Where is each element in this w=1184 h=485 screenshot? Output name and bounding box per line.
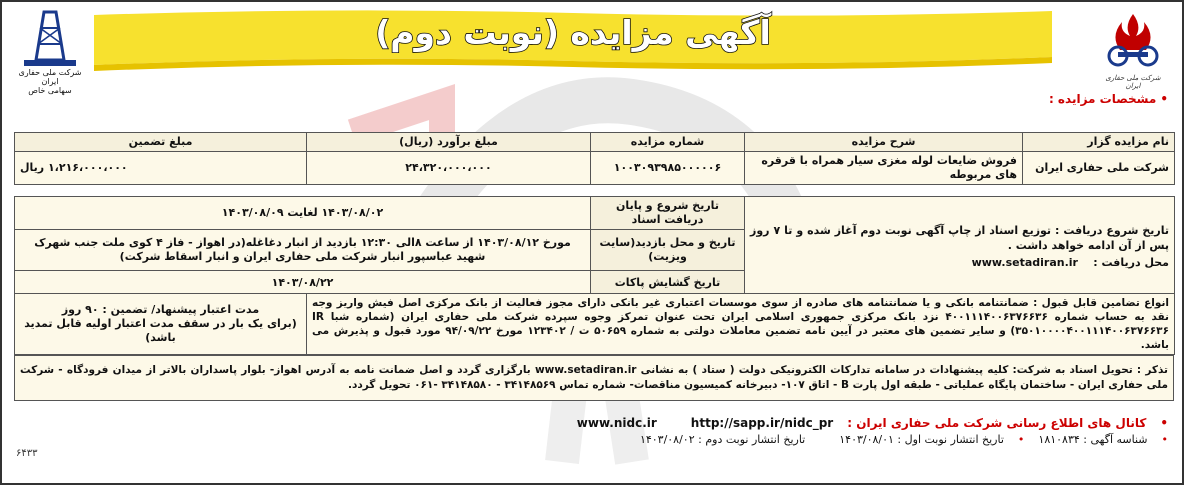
schedule-row <box>15 197 1175 230</box>
schedule-label: تاریخ گشایش پاکات <box>591 271 745 296</box>
receive-text: تاریخ شروع دریافت : توزیع اسناد از چاپ آگهی نوبت دوم آغاز شده و تا ۷ روز پس از آن ادامه خواهد داشت . <box>750 223 1169 252</box>
table-cell: ۱۰۰۳۰۹۳۹۸۵۰۰۰۰۰۶ <box>591 152 745 185</box>
left-logo-caption-1: شرکت ملی حفاری ایران <box>18 68 82 86</box>
schedule-value: مورخ ۱۴۰۳/۰۸/۱۲ از ساعت ۸الی ۱۲:۳۰ بازدید از انبار دغاغله(در اهواز - فاز ۴ کوی ملت جنب شهرک شهید عباسپور انبار شرکت ملی حفاری ایران و انبار اسقاط شرکت) <box>15 230 591 271</box>
schedule-value: ۱۴۰۳/۰۸/۰۲ لغایت ۱۴۰۳/۰۸/۰۹ <box>15 197 591 230</box>
header-cell: شماره مزایده <box>591 133 745 152</box>
channels-label: کانال های اطلاع رسانی شرکت ملی حفاری ایران : <box>847 416 1147 430</box>
schedule-value: ۱۴۰۳/۰۸/۲۲ <box>15 271 591 296</box>
header-cell: مبلغ تضمین <box>15 133 307 152</box>
guarantee-table <box>14 293 1175 355</box>
footer <box>528 416 1168 446</box>
guarantee-row <box>15 294 1175 355</box>
channels-line <box>528 416 1168 430</box>
bullet-icon: • <box>1160 92 1168 106</box>
ad-code: ۶۴۳۳ <box>16 448 38 459</box>
schedule-label: تاریخ شروع و پایان دریافت اسناد <box>591 197 745 230</box>
bullet-icon: • <box>1160 416 1168 430</box>
left-logo-caption-2: سهامی خاص <box>28 86 72 95</box>
receive-place <box>750 255 1169 270</box>
publish-date-1: تاریخ انتشار نوبت اول : ۱۴۰۳/۰۸/۰۱ <box>839 433 1004 446</box>
table-row <box>15 152 1175 185</box>
note-text: تذکر : تحویل اسناد به شرکت: کلیه پیشنهادات در سامانه تدارکات الکترونیکی دولت ( ستاد ) به نشانی www.setadiran.ir بارگزاری گردد و اصل ضمانت نامه به آدرس اهواز- بلوار پاسداران بالاتر از میدان فرودگاه - شرکت ملی حفاری ایران - ساختمان پایگاه عملیاتی - طبقه اول پارت B - اتاق ۱۰۷- دبیرخانه کمیسیون مناقصات- شماره تماس ۳۴۱۴۸۵۶۹ - ۳۴۱۴۸۵۸۰ -۰۶۱ تحویل گردد. <box>15 356 1174 401</box>
right-logo-caption: شرکت ملی حفاری ایران <box>1105 74 1161 90</box>
bullet-icon: • <box>1161 433 1168 446</box>
publish-line <box>528 433 1168 446</box>
channel-link[interactable]: http://sapp.ir/nidc_pr <box>690 416 834 430</box>
table-cell: فروش ضایعات لوله مغزی سیار همراه با قرقره های مربوطه <box>745 152 1023 185</box>
header-cell: مبلغ برآورد (ریال) <box>307 133 591 152</box>
schedule-table <box>14 196 1175 296</box>
header-cell: نام مزایده گزار <box>1023 133 1175 152</box>
receive-info <box>745 197 1175 296</box>
table-cell: ۱،۲۱۶،۰۰۰،۰۰۰ ریال <box>15 152 307 185</box>
receive-place-label: محل دریافت : <box>1093 255 1169 269</box>
nidc-derrick-logo <box>10 8 90 95</box>
page-title: آگهی مزایده (نوبت دوم) <box>375 12 771 52</box>
table-header-row <box>15 133 1175 152</box>
bullet-icon: • <box>1017 433 1025 446</box>
note-table <box>14 355 1174 401</box>
ad-id: شناسه آگهی : ۱۸۱۰۸۳۴ <box>1038 433 1148 446</box>
channel-link[interactable]: www.nidc.ir <box>576 416 657 430</box>
nioc-logo <box>1098 10 1168 90</box>
schedule-label: تاریخ و محل بازدید(سایت ویزیت) <box>591 230 745 271</box>
validity-line-2: (برای یک بار در سقف مدت اعتبار اولیه قابل تمدید باشد) <box>24 317 297 344</box>
specs-heading <box>1049 92 1168 106</box>
nioc-flame-icon <box>1098 10 1168 70</box>
publish-date-2: تاریخ انتشار نوبت دوم : ۱۴۰۳/۰۸/۰۲ <box>639 433 806 446</box>
note-row <box>15 356 1174 401</box>
header-cell: شرح مزایده <box>745 133 1023 152</box>
validity-cell <box>15 294 307 355</box>
auction-table <box>14 132 1175 185</box>
validity-line-1: مدت اعتبار پیشنهاد/ تضمین : ۹۰ روز <box>61 303 260 316</box>
guarantee-text: انواع تضامین قابل قبول : ضمانتنامه بانکی و یا ضمانتنامه های صادره از سوی موسسات اعتباری غیر بانکی دارای مجوز فعالیت از بانک مرکزی اصل فیش واریز وجه نقد به حساب شماره ۴۰۰۱۱۱۴۰۰۶۳۷۶۶۳۶ نزد بانک مرکزی جمهوری اسلامی ایران تحت عنوان تمرکز وجوه سپرده شرکت ملی حفاری ایران (شماره شبا IR ۳۵۰۱۰۰۰۰۴۰۰۱۱۱۴۰۰۶۳۷۶۶۳۶) و سایر تضمین های معتبر در آیین نامه تضمین معاملات دولتی به شماره ۵۰۶۵۹ ت / ۱۲۳۴۰۲ مورخ ۹۴/۰۹/۲۲ مورد قبول و پذیرش می باشد. <box>307 294 1175 355</box>
table-cell: شرکت ملی حفاری ایران <box>1023 152 1175 185</box>
receive-site-link[interactable]: www.setadiran.ir <box>971 255 1078 269</box>
derrick-icon <box>10 8 90 68</box>
table-cell: ۲۴،۳۲۰،۰۰۰،۰۰۰ <box>307 152 591 185</box>
specs-label: مشخصات مزایده : <box>1048 92 1157 106</box>
